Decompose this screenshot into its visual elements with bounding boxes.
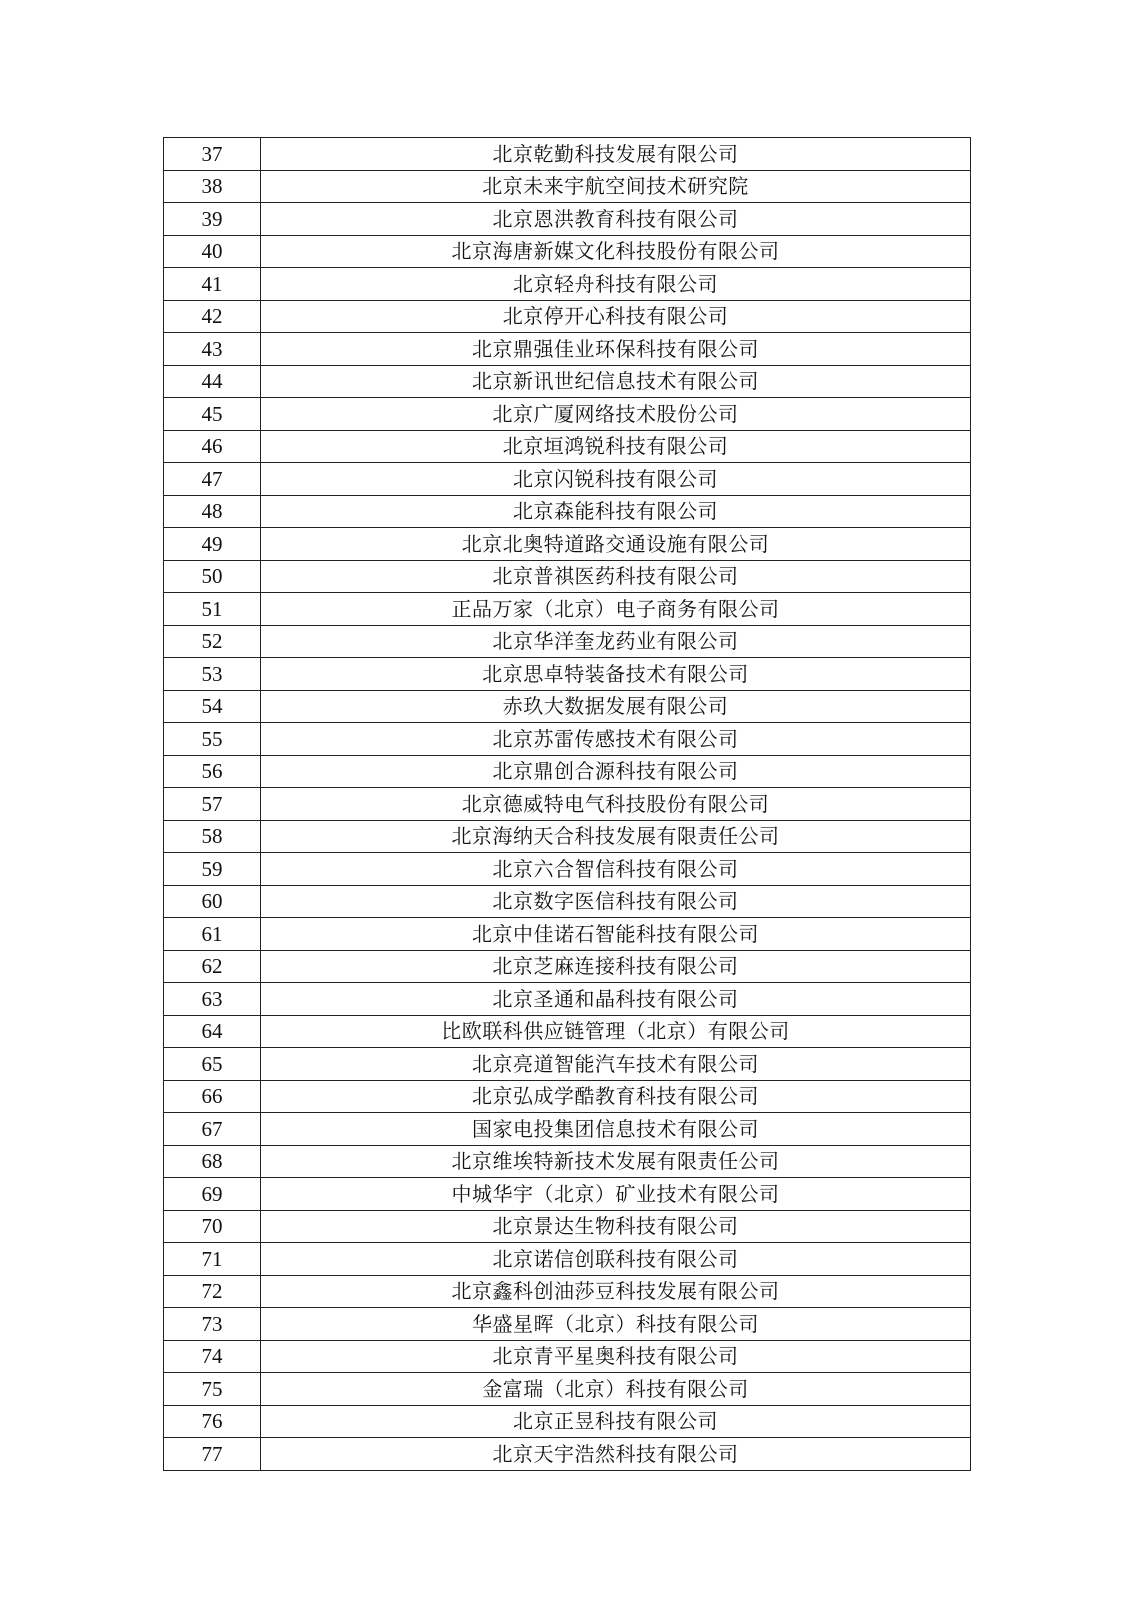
table-row [164, 235, 971, 268]
row-number: 37 [164, 138, 261, 171]
company-name: 北京未来宇航空间技术研究院 [261, 170, 971, 203]
row-number: 57 [164, 788, 261, 821]
row-number: 50 [164, 560, 261, 593]
table-row [164, 983, 971, 1016]
row-number: 72 [164, 1275, 261, 1308]
table-row [164, 1438, 971, 1471]
company-name: 正品万家（北京）电子商务有限公司 [261, 593, 971, 626]
table-row [164, 1048, 971, 1081]
table-row [164, 1145, 971, 1178]
company-name: 北京停开心科技有限公司 [261, 300, 971, 333]
row-number: 53 [164, 658, 261, 691]
row-number: 56 [164, 755, 261, 788]
table-row [164, 1308, 971, 1341]
company-name: 北京广厦网络技术股份公司 [261, 398, 971, 431]
company-name: 赤玖大数据发展有限公司 [261, 690, 971, 723]
company-name: 北京海纳天合科技发展有限责任公司 [261, 820, 971, 853]
table-row [164, 203, 971, 236]
table-row [164, 885, 971, 918]
row-number: 54 [164, 690, 261, 723]
table-row [164, 560, 971, 593]
company-name: 北京北奥特道路交通设施有限公司 [261, 528, 971, 561]
table-row [164, 138, 971, 171]
company-name: 北京景达生物科技有限公司 [261, 1210, 971, 1243]
company-name: 比欧联科供应链管理（北京）有限公司 [261, 1015, 971, 1048]
company-name: 北京数字医信科技有限公司 [261, 885, 971, 918]
company-name: 国家电投集团信息技术有限公司 [261, 1113, 971, 1146]
table-row [164, 918, 971, 951]
company-name: 北京鑫科创油莎豆科技发展有限公司 [261, 1275, 971, 1308]
company-name: 北京中佳诺石智能科技有限公司 [261, 918, 971, 951]
row-number: 66 [164, 1080, 261, 1113]
company-name: 北京苏雷传感技术有限公司 [261, 723, 971, 756]
company-name: 北京亮道智能汽车技术有限公司 [261, 1048, 971, 1081]
company-name: 北京恩洪教育科技有限公司 [261, 203, 971, 236]
company-name: 北京六合智信科技有限公司 [261, 853, 971, 886]
table-row [164, 268, 971, 301]
table-row [164, 1243, 971, 1276]
company-name: 北京轻舟科技有限公司 [261, 268, 971, 301]
row-number: 58 [164, 820, 261, 853]
table-row [164, 625, 971, 658]
row-number: 60 [164, 885, 261, 918]
table-row [164, 463, 971, 496]
row-number: 73 [164, 1308, 261, 1341]
row-number: 52 [164, 625, 261, 658]
table-row [164, 1405, 971, 1438]
row-number: 63 [164, 983, 261, 1016]
row-number: 44 [164, 365, 261, 398]
company-name: 北京芝麻连接科技有限公司 [261, 950, 971, 983]
company-name: 北京鼎强佳业环保科技有限公司 [261, 333, 971, 366]
row-number: 67 [164, 1113, 261, 1146]
row-number: 51 [164, 593, 261, 626]
table-row [164, 658, 971, 691]
row-number: 55 [164, 723, 261, 756]
row-number: 47 [164, 463, 261, 496]
table-row [164, 300, 971, 333]
row-number: 59 [164, 853, 261, 886]
company-name: 北京弘成学酷教育科技有限公司 [261, 1080, 971, 1113]
row-number: 43 [164, 333, 261, 366]
row-number: 69 [164, 1178, 261, 1211]
company-name: 华盛星晖（北京）科技有限公司 [261, 1308, 971, 1341]
company-name: 北京闪锐科技有限公司 [261, 463, 971, 496]
company-list-table [163, 137, 971, 1471]
company-name: 北京海唐新媒文化科技股份有限公司 [261, 235, 971, 268]
table-row [164, 853, 971, 886]
company-name: 金富瑞（北京）科技有限公司 [261, 1373, 971, 1406]
company-name: 北京鼎创合源科技有限公司 [261, 755, 971, 788]
company-name: 北京青平星奥科技有限公司 [261, 1340, 971, 1373]
row-number: 70 [164, 1210, 261, 1243]
company-name: 中城华宇（北京）矿业技术有限公司 [261, 1178, 971, 1211]
company-name: 北京思卓特装备技术有限公司 [261, 658, 971, 691]
row-number: 49 [164, 528, 261, 561]
row-number: 38 [164, 170, 261, 203]
table-row [164, 170, 971, 203]
row-number: 40 [164, 235, 261, 268]
company-name: 北京华洋奎龙药业有限公司 [261, 625, 971, 658]
table-row [164, 1340, 971, 1373]
table-row [164, 1080, 971, 1113]
company-name: 北京维埃特新技术发展有限责任公司 [261, 1145, 971, 1178]
table-row [164, 820, 971, 853]
table-row [164, 1113, 971, 1146]
row-number: 74 [164, 1340, 261, 1373]
row-number: 76 [164, 1405, 261, 1438]
table-row [164, 1178, 971, 1211]
company-name: 北京天宇浩然科技有限公司 [261, 1438, 971, 1471]
row-number: 62 [164, 950, 261, 983]
row-number: 48 [164, 495, 261, 528]
company-name: 北京正昱科技有限公司 [261, 1405, 971, 1438]
table-row [164, 365, 971, 398]
row-number: 75 [164, 1373, 261, 1406]
company-name: 北京圣通和晶科技有限公司 [261, 983, 971, 1016]
company-name: 北京垣鸿锐科技有限公司 [261, 430, 971, 463]
company-name: 北京森能科技有限公司 [261, 495, 971, 528]
table-row [164, 495, 971, 528]
table-row [164, 723, 971, 756]
company-name: 北京普祺医药科技有限公司 [261, 560, 971, 593]
company-name: 北京新讯世纪信息技术有限公司 [261, 365, 971, 398]
table-row [164, 528, 971, 561]
table-row [164, 755, 971, 788]
table-row [164, 1373, 971, 1406]
table-row [164, 788, 971, 821]
company-name: 北京德威特电气科技股份有限公司 [261, 788, 971, 821]
table-row [164, 690, 971, 723]
row-number: 64 [164, 1015, 261, 1048]
table-row [164, 430, 971, 463]
table-row [164, 1210, 971, 1243]
row-number: 45 [164, 398, 261, 431]
table-row [164, 950, 971, 983]
row-number: 46 [164, 430, 261, 463]
table-row [164, 398, 971, 431]
row-number: 77 [164, 1438, 261, 1471]
row-number: 41 [164, 268, 261, 301]
company-list-body [164, 138, 971, 1471]
row-number: 68 [164, 1145, 261, 1178]
table-row [164, 333, 971, 366]
company-name: 北京乾勤科技发展有限公司 [261, 138, 971, 171]
row-number: 42 [164, 300, 261, 333]
row-number: 39 [164, 203, 261, 236]
table-row [164, 1275, 971, 1308]
table-row [164, 1015, 971, 1048]
company-name: 北京诺信创联科技有限公司 [261, 1243, 971, 1276]
row-number: 65 [164, 1048, 261, 1081]
table-row [164, 593, 971, 626]
row-number: 71 [164, 1243, 261, 1276]
row-number: 61 [164, 918, 261, 951]
